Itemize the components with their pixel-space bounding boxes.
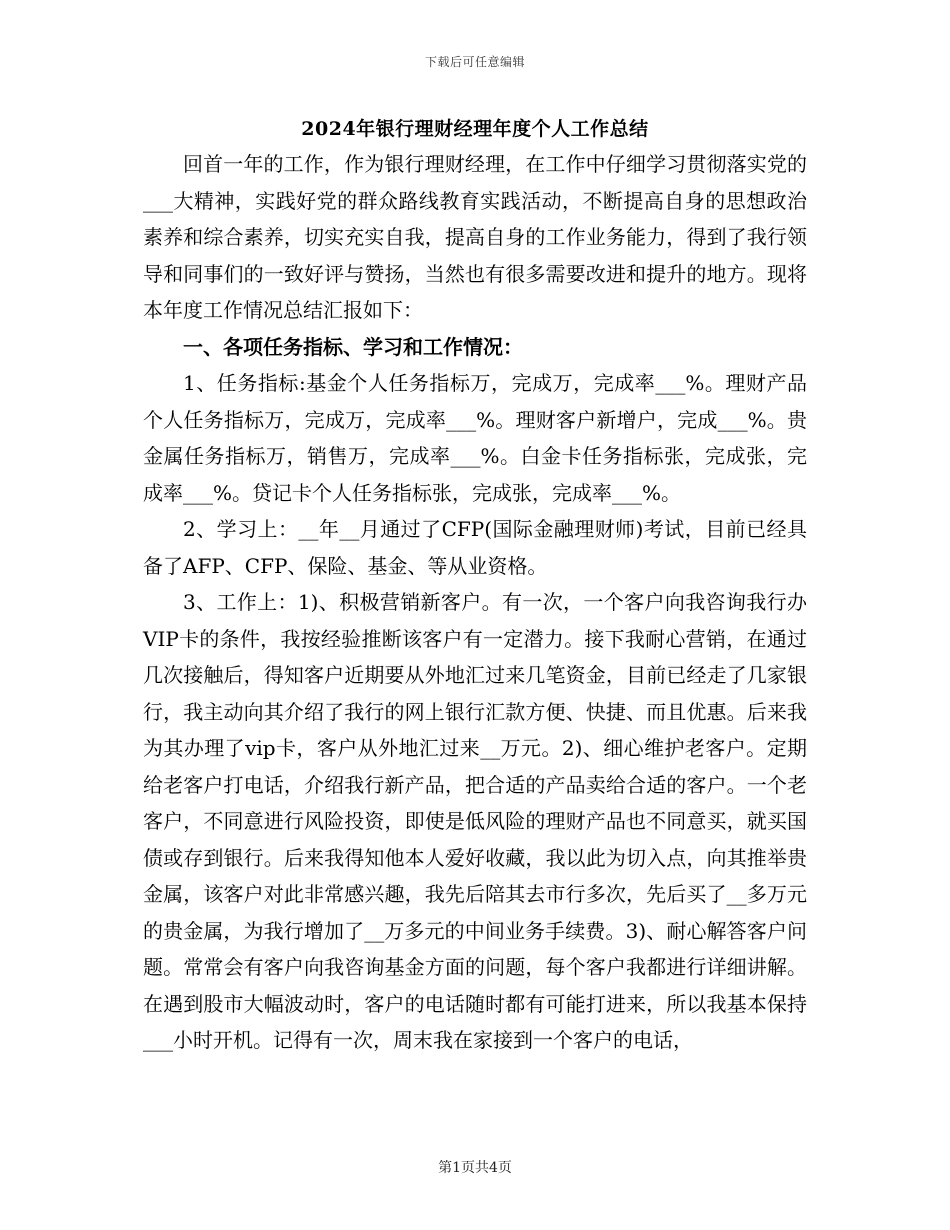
section-heading: 一、各项任务指标、学习和工作情况： bbox=[183, 334, 523, 359]
page-number-footer: 第1页共4页 bbox=[438, 1160, 512, 1176]
page-header-note: 下载后可任意编辑 bbox=[424, 55, 525, 69]
intro-paragraph: 回首一年的工作，作为银行理财经理，在工作中仔细学习贯彻落实党的___大精神，实践好党的群众路线教育实践活动，不断提高自身的思想政治素养和综合素养，切实充实自我，提高自身的工作业务能力，得到了我行领导和同事们的一致好评与赞扬，当然也有很多需要改进和提升的地方。现将本年度工作情况总结汇报如下： bbox=[143, 152, 807, 322]
document-body bbox=[143, 146, 807, 1059]
task-indicators-paragraph: 1、任务指标:基金个人任务指标万，完成万，完成率___%。理财产品个人任务指标万，完成万，完成率___%。理财客户新增户，完成___%。贵金属任务指标万，销售万，完成率___%。白金卡任务指标张，完成张，完成率___%。贷记卡个人任务指标张，完成张，完成率___%。 bbox=[143, 371, 807, 505]
study-paragraph: 2、学习上：__年__月通过了CFP(国际金融理财师)考试，目前已经具备了AFP、CFP、保险、基金、等从业资格。 bbox=[143, 517, 807, 578]
work-paragraph: 3、工作上：1)、积极营销新客户。有一次，一个客户向我咨询我行办VIP卡的条件，我按经验推断该客户有一定潜力。接下我耐心营销，在通过几次接触后，得知客户近期要从外地汇过来几笔资金，目前已经走了几家银行，我主动向其介绍了我行的网上银行汇款方便、快捷、而且优惠。后来我为其办理了vip卡，客户从外地汇过来__万元。2)、细心维护老客户。定期给老客户打电话，介绍我行新产品，把合适的产品卖给合适的客户。一个老客户，不同意进行风险投资，即使是低风险的理财产品也不同意买，就买国债或存到银行。后来我得知他本人爱好收藏，我以此为切入点，向其推举贵金属，该客户对此非常感兴趣，我先后陪其去市行多次，先后买了__多万元的贵金属，为我行增加了__万多元的中间业务手续费。3)、耐心解答客户问题。常常会有客户向我咨询基金方面的问题，每个客户我都进行详细讲解。在遇到股市大幅波动时，客户的电话随时都有可能打进来，所以我基本保持___小时开机。记得有一次，周末我在家接到一个客户的电话， bbox=[143, 590, 807, 1052]
document-title: 2024年银行理财经理年度个人工作总结 bbox=[301, 118, 649, 140]
